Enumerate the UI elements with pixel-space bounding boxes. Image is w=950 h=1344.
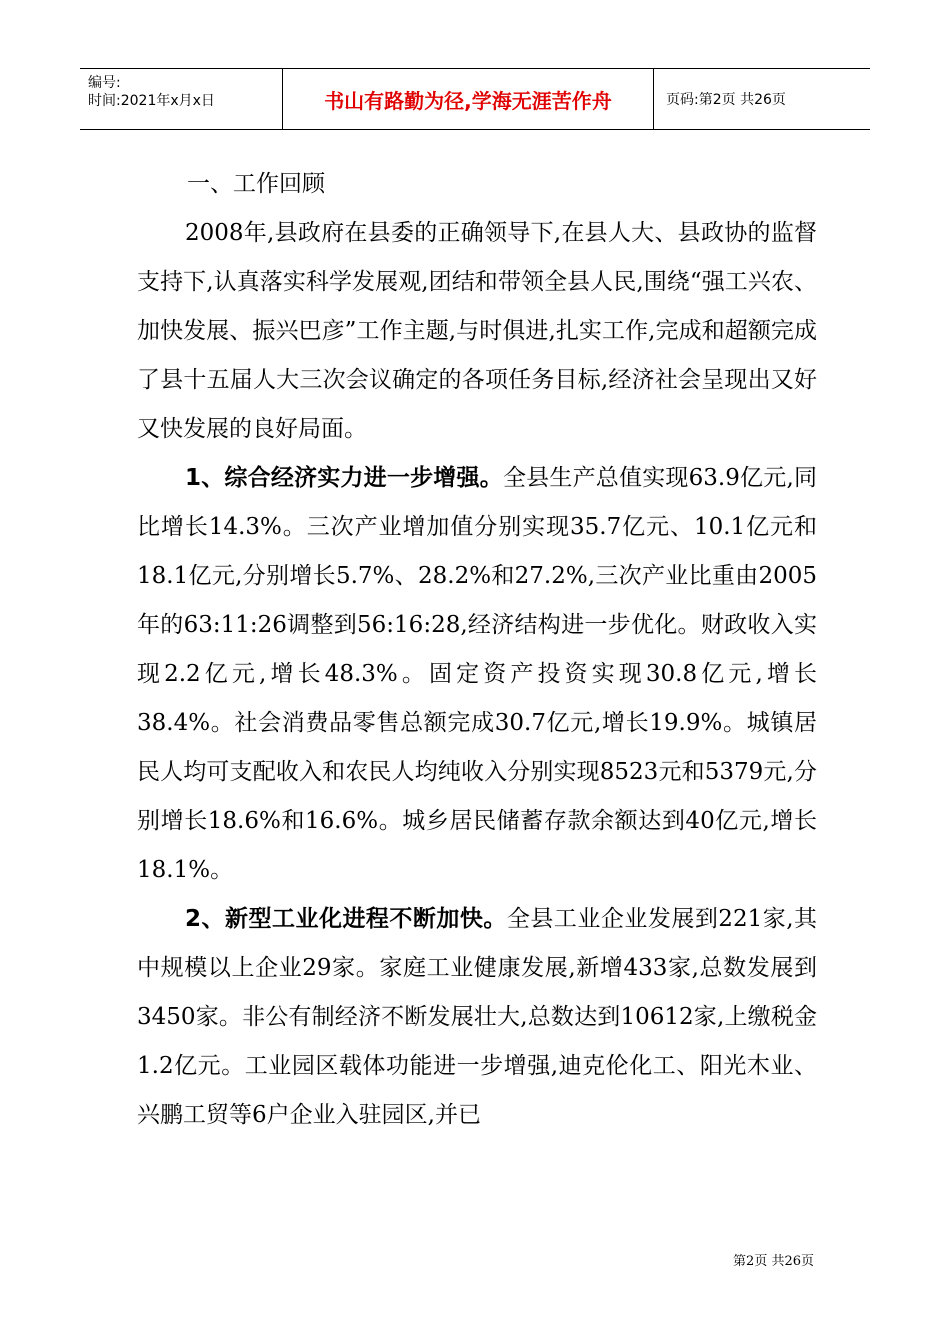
header-meta bbox=[80, 69, 283, 129]
paragraph bbox=[137, 209, 817, 454]
paragraph-text: 2008年,县政府在县委的正确领导下,在县人大、县政协的监督支持下,认真落实科学发展观,团结和带领全县人民,围绕“强工兴农、加快发展、振兴巴彦”工作主题,与时俱进,扎实工作,完成和超额完成了县十五届人大三次会议确定的各项任务目标,经济社会呈现出又好又快发展的良好局面。 bbox=[137, 220, 817, 442]
paragraph-heading: 2、新型工业化进程不断加快。 bbox=[185, 906, 507, 932]
paragraph-text: 全县生产总值实现63.9亿元,同比增长14.3%。三次产业增加值分别实现35.7亿元、10.1亿元和18.1亿元,分别增长5.7%、28.2%和27.2%,三次产业比重由2005年的63:11:26调整到56:16:28,经济结构进一步优化。财政收入实现2.2亿元,增长48.3%。固定资产投资实现30.8亿元,增长38.4%。社会消费品零售总额完成30.7亿元,增长19.9%。城镇居民人均可支配收入和农民人均纯收入分别实现8523元和5379元,分别增长18.6%和16.6%。城乡居民储蓄存款余额达到40亿元,增长18.1%。 bbox=[137, 465, 817, 883]
document-header bbox=[80, 68, 870, 130]
paragraph bbox=[137, 895, 817, 1140]
section-title: 一、工作回顾 bbox=[187, 171, 325, 197]
paragraph-text: 全县工业企业发展到221家,其中规模以上企业29家。家庭工业健康发展,新增433家,总数发展到3450家。非公有制经济不断发展壮大,总数达到10612家,上缴税金1.2亿元。工业园区载体功能进一步增强,迪克伦化工、阳光木业、兴鹏工贸等6户企业入驻园区,并已 bbox=[137, 906, 817, 1128]
paragraph-heading: 1、综合经济实力进一步增强。 bbox=[185, 465, 503, 491]
header-time: 时间:2021年x月x日 bbox=[88, 93, 215, 109]
document-body bbox=[137, 160, 817, 1140]
header-number: 编号: bbox=[88, 75, 121, 91]
page-footer: 第2页 共26页 bbox=[733, 1254, 814, 1269]
header-page-info: 页码:第2页 共26页 bbox=[666, 92, 786, 108]
paragraph bbox=[137, 454, 817, 895]
header-motto: 书山有路勤为径,学海无涯苦作舟 bbox=[283, 69, 654, 129]
